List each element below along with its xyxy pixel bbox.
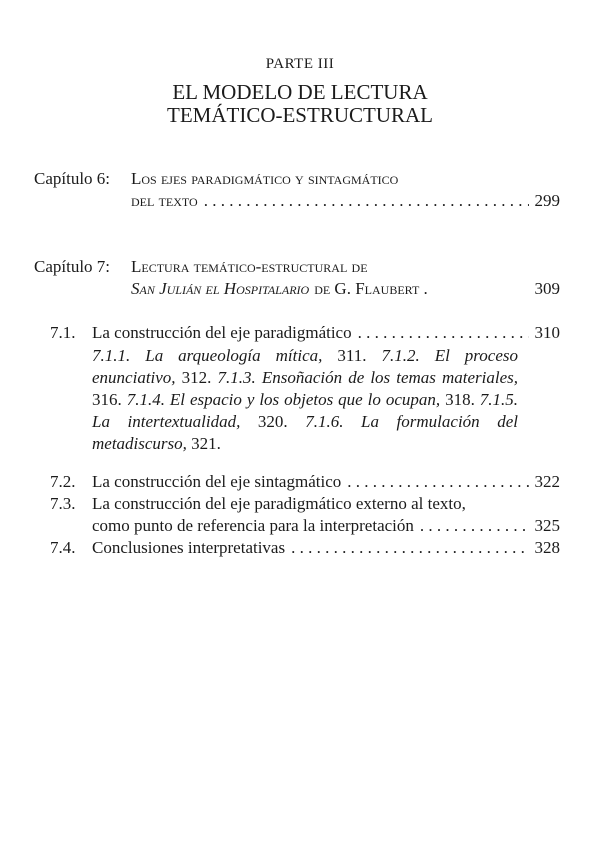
subsection-title[interactable]: La formulación del metadiscurso, [92,412,518,453]
subsection-title[interactable]: La intertextualidad, [92,412,241,431]
subsection-title[interactable]: La arqueología mítica, [145,346,323,365]
chapter-title-line1: Lectura temático-estructural de [131,257,368,276]
subsection-title[interactable]: El espacio y los objetos que lo ocupan, [169,390,441,409]
leader-dots [420,515,529,537]
section-number: 7.2. [50,472,76,491]
book-title: San Julián el Hospitalario [131,279,310,298]
subsection-number: 7.1.2. [381,346,420,365]
chapter-title-line2: del texto [131,191,198,210]
subsection-title[interactable]: El proceso enunciativo, [92,346,518,387]
leader-dots [347,471,528,493]
section-number: 7.4. [50,538,76,557]
subsection-page: 316. [92,390,122,409]
section-title-line1: La construcción del eje paradigmático externo al texto, [92,494,466,513]
subsection-page: 321. [191,434,221,453]
part-title-line2: TEMÁTICO-ESTRUCTURAL [167,103,433,127]
subsection-number: 7.1.5. [479,390,519,409]
subsection-page: 320. [257,412,288,431]
chapter-label: Capítulo 7: [34,257,111,276]
page-number: 325 [534,516,560,535]
subsection-number: 7.1.6. [305,412,344,431]
subsection-number: 7.1.3. [217,368,256,387]
chapter-label: Capítulo 6: [34,169,111,188]
subsection-page: 312. [181,368,212,387]
page-number: 309 [534,279,560,298]
leader-dots [204,190,529,212]
section-title: La construcción del eje paradigmático [92,323,352,342]
subsection-page: 318. [445,390,475,409]
subsection-title[interactable]: Ensoñación de los temas materiales, [261,368,519,387]
page-number: 299 [534,191,560,210]
page-number: 310 [534,323,560,342]
section-number: 7.1. [50,323,76,342]
part-label: PARTE III [265,56,335,72]
page-number: 328 [534,538,560,557]
leader-dots [291,537,528,559]
page-number: 322 [534,472,560,491]
subsection-list [92,345,518,455]
section-title-line2: como punto de referencia para la interpretación [92,516,414,535]
section-title: Conclusiones interpretativas [92,538,286,557]
subsection-page: 311. [337,346,367,365]
chapter-title-line1: Los ejes paradigmático y sintagmático [131,169,399,188]
subsection-number: 7.1.4. [126,390,165,409]
part-title-line1: EL MODELO DE LECTURA [172,80,428,104]
section-number: 7.3. [50,494,76,513]
section-title: La construcción del eje sintagmático [92,472,342,491]
subsection-number: 7.1.1. [92,346,131,365]
chapter-title-line2: de G. Flaubert . [314,279,428,298]
leader-dots [358,322,529,344]
